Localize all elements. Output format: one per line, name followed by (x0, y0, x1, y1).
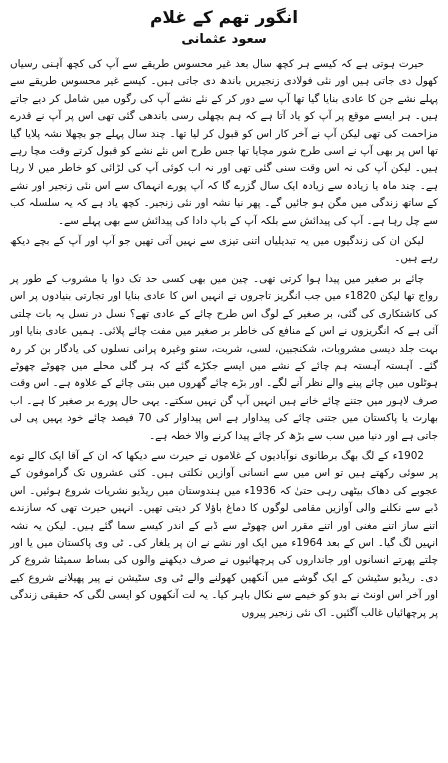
paragraph-3: چائے بر صغیر میں پیدا ہوا کرتی تھی۔ چین میں بھی کسی حد تک دوا یا مشروب کے طور پر رواج تھا لیکن 1820ء میں جب انگریز تاجروں نے انہیں اس کا عادی بنایا اور تجارتی بنیادوں پر اس کی کاشتکاری کی گئی، بر صغیر کے لوگ اس طرح چائے کے عادی تھے؟ نسل در نسل یہ بات چلتی آئی ہے کہ انگریزوں نے اس کے منافع کی خاطر بر صغیر میں مفت چائے پلائی۔ ہمیں عادی بنایا اور بہت جلد دیسی مشروبات، شکنجبین، لسی، شربت، ستو وغیرہ پرانی نسلوں کی یادگار بن کر رہ گئے۔ آہستہ آہستہ ہم چائے کے نشے میں ایسے جکڑے گئے کہ ہر گلی محلے میں چھوٹے چھوٹے ہوٹلوں میں چائے پینے والے نظر آنے لگے۔ اور بڑے چائے گھروں میں بنتی چائے کے علاوہ ہے۔ اس وقت صرف لاہور میں جتنے چائے خانے ہیں انہیں آپ گن نہیں سکتے۔ یہی حال پورے بر صغیر کا ہے۔ اب بھارت یا پاکستان میں جتنی چائے کی پیداوار ہے اس پیداوار کی 70 فیصد چائے خود یہیں پی لی جاتی ہے اور دنیا میں سب سے بڑھ کر چائے پیدا کرنے والا خطہ ہے۔ (10, 272, 438, 442)
article-title: انگور تھم کے غلام (149, 8, 299, 28)
paragraph-1: حیرت ہوتی ہے کہ کیسے ہر کچھ سال بعد غیر محسوس طریقے سے آپ کی کچھ آہنی رسیاں کھول دی جاتی ہیں اور نئی فولادی زنجیریں باندھ دی جاتی ہیں۔ کیسے غیر محسوس طریقے سے پہلے نشے جن کا عادی بنایا گیا تھا آپ سے دور کر کے نئے نشے آپ کی رگوں میں شامل کر دیے جاتے ہیں۔ ہر ایسے موقع پر آپ کو یاد آتا ہے کہ ہم بچھلی رسی باندھی گئی تھی اس پر آپ نے قدرے مزاحمت کی تھی لیکن آپ نے آخر کار اس کو قبول کر لیا تھا۔ چند سال پہلے جو بچھلا نشہ پلایا گیا تھا اس پر بھی آپ نے اسی طرح شور مچایا تھا جس طرح اس نئے نشے کو قبول کرتے وقت مچا رہے ہیں۔ لیکن آپ کی نہ اس وقت سنی گئی تھی اور نہ اب کوئی آپ کی لڑائی کو خاطر میں لا رہا ہے۔ چند ماہ یا زیادہ سے زیادہ ایک سال گزرے گا کہ آپ پورے انہماک سے اس نئی زنجیر اور نشے کے ساتھ زندگی میں مگن ہو جائیں گے۔ پھر نیا نشہ اور نئی زنجیر۔ کچھ یاد ہے کہ یہ سلسلہ کب سے چل رہا ہے۔ آپ کی پیدائش سے بلکہ آپ کے باپ دادا کی پیدائش سے بھی پہلے سے۔ (10, 58, 438, 227)
article-body (10, 56, 438, 622)
article-author: سعود عثمانی (181, 32, 267, 47)
paragraph-2: لیکن ان کی زندگیوں میں یہ تبدیلیاں اتنی تیزی سے نہیں آتی تھیں جو آپ اور آپ کے بچے دیکھ رہے ہیں۔ (10, 235, 438, 265)
paragraph-4: 1902ء کے لگ بھگ برطانوی نوآبادیوں کے غلاموں نے حیرت سے دیکھا کہ ان کے آقا ایک کالے توے پر سوئی رکھتے ہیں تو اس میں سے انسانی آوازیں نکلتی ہیں۔ کئی عشروں تک گراموفون کے عجوبے کی دھاک بیٹھی رہی حتیٰ کہ 1936ء میں ہندوستان میں ریڈیو نشریات شروع ہوئیں۔ اس ڈبے سے نکلنے والی آوازیں مقامی لوگوں کا دماغ باؤلا کر دیتی تھیں۔ انہیں حیرت تھی کہ سازندے اتنے ساز اتنے مغنی اور اتنے مقرر اس چھوٹے سے ڈبے کے اندر کیسے سما گئے ہیں۔ لیکن یہ نشہ انہیں لگ گیا۔ اس کے بعد 1964ء میں ایک اور نشے نے ان پر یلغار کی۔ ٹی وی پاکستان میں یا اور چلتے پھرتے انسانوں اور جانداروں کی پرچھائیوں نے صرف دیکھنے والوں کی بساط سمیٹنا شروع کر دی۔ ریڈیو سٹیشن کے ایک گوشے میں آنکھیں کھولنے والے ٹی وی سٹیشن نے پیر پھیلانے شروع کیے اور آخر اس اونٹ نے بدو کو خیمے سے نکال باہر کیا۔ یہ لت آنکھوں کو ایسی لگی کہ حقیقی زندگی پر پرچھائیاں غالب آگئیں۔ اک نئی زنجیر پیروں (10, 449, 438, 619)
